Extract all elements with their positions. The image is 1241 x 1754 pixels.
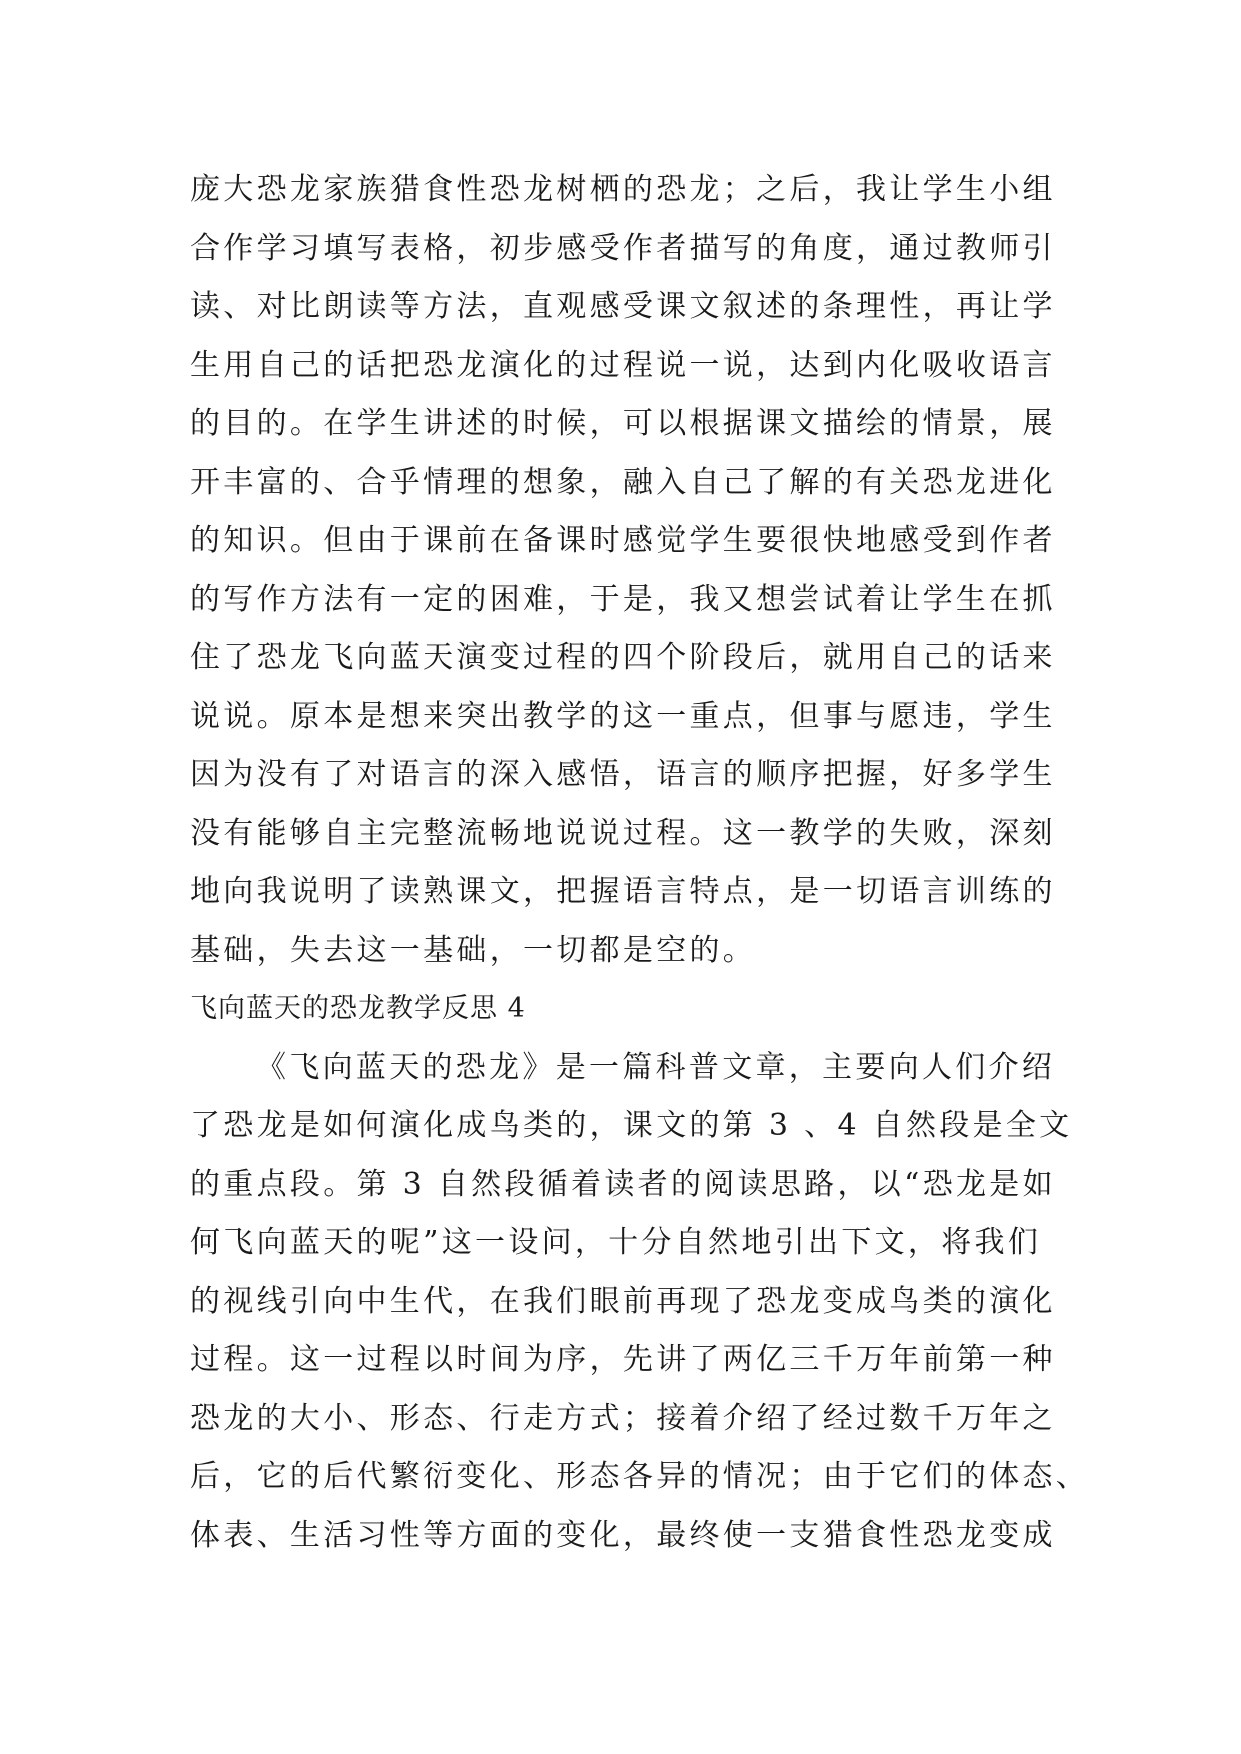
body-text-line: 地向我说明了读熟课文，把握语言特点，是一切语言训练的 [190,874,1056,909]
body-text-line: 合作学习填写表格，初步感受作者描写的角度，通过教师引 [190,230,1056,266]
body-text-line: 庞大恐龙家族猎食性恐龙树栖的恐龙；之后，我让学生小组 [190,172,1056,207]
body-text-line: 读、对比朗读等方法，直观感受课文叙述的条理性，再让学 [190,289,1056,324]
body-text-line: 《飞向蓝天的恐龙》是一篇科普文章，主要向人们介绍 [256,1049,1056,1085]
document-body [190,161,1090,1565]
body-text-line: 何飞向蓝天的呢”这一设问，十分自然地引出下文，将我们 [190,1225,1042,1260]
body-text-line: 后，它的后代繁衍变化、形态各异的情况；由于它们的体态、 [190,1459,1090,1494]
body-text-line: 基础，失去这一基础，一切都是空的。 [190,932,757,968]
body-text-line: 体表、生活习性等方面的变化，最终使一支猎食性恐龙变成 [190,1517,1056,1553]
body-text-line: 的目的。在学生讲述的时候，可以根据课文描绘的情景，展 [190,406,1056,441]
body-text-line: 的视线引向中生代，在我们眼前再现了恐龙变成鸟类的演化 [190,1283,1056,1319]
body-text-line: 的知识。但由于课前在备课时感觉学生要很快地感受到作者 [190,523,1056,558]
body-text-line: 因为没有了对语言的深入感悟，语言的顺序把握，好多学生 [190,757,1056,792]
body-text-line: 没有能够自主完整流畅地说说过程。这一教学的失败，深刻 [190,815,1056,851]
body-text-line: 的重点段。第 3 自然段循着读者的阅读思路，以“恐龙是如 [190,1166,1056,1202]
body-text-line: 恐龙的大小、形态、行走方式；接着介绍了经过数千万年之 [190,1400,1056,1436]
body-text-line: 了恐龙是如何演化成鸟类的，课文的第 3 、4 自然段是全文 [190,1108,1073,1143]
body-text-line: 住了恐龙飞向蓝天演变过程的四个阶段后，就用自己的话来 [190,640,1056,675]
body-text-line: 说说。原本是想来突出教学的这一重点，但事与愿违，学生 [190,698,1056,734]
body-text-line: 开丰富的、合乎情理的想象，融入自己了解的有关恐龙进化 [190,464,1056,500]
body-text-line: 过程。这一过程以时间为序，先讲了两亿三千万年前第一种 [190,1342,1056,1377]
section-heading: 飞向蓝天的恐龙教学反思 4 [190,993,526,1024]
body-text-line: 生用自己的话把恐龙演化的过程说一说，达到内化吸收语言 [190,347,1056,383]
body-text-line: 的写作方法有一定的困难，于是，我又想尝试着让学生在抓 [190,581,1056,617]
